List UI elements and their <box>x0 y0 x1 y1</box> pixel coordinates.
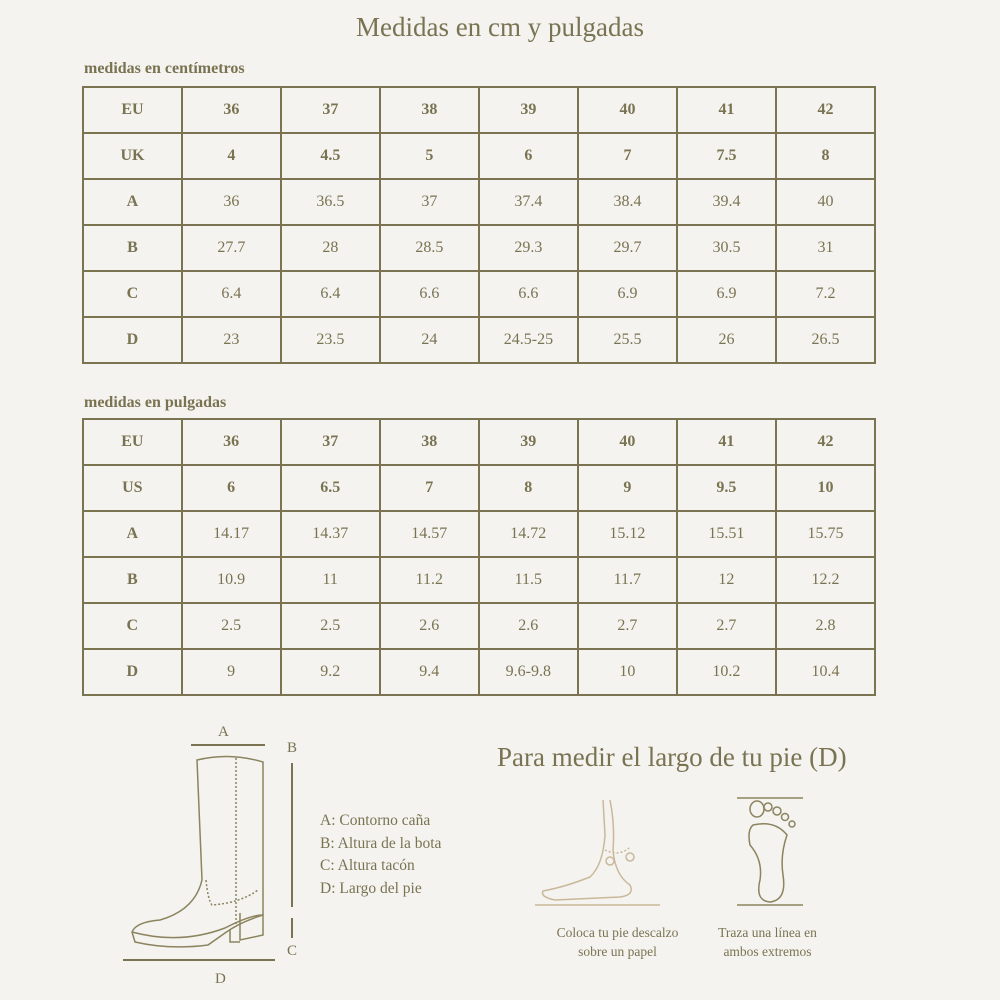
table-row <box>83 557 875 603</box>
step2-caption <box>680 923 855 961</box>
table-cell: 11.5 <box>479 557 578 603</box>
table-row <box>83 179 875 225</box>
table-cell: 6.5 <box>281 465 380 511</box>
table-cell: 15.75 <box>776 511 875 557</box>
table-cell: 6 <box>479 133 578 179</box>
table-cell: 2.5 <box>281 603 380 649</box>
cm-size-table <box>82 86 876 364</box>
table-cell: 2.7 <box>677 603 776 649</box>
table-row <box>83 317 875 363</box>
table-cell: 37 <box>380 179 479 225</box>
table-cell: 37 <box>281 419 380 465</box>
table-cell: 37 <box>281 87 380 133</box>
table-cell: 7.2 <box>776 271 875 317</box>
table-cell: 6.4 <box>182 271 281 317</box>
table-cell: 28 <box>281 225 380 271</box>
caption-line: sobre un papel <box>578 944 657 959</box>
table-cell: 26.5 <box>776 317 875 363</box>
caption-line: ambos extremos <box>723 944 812 959</box>
table-cell: 6.6 <box>380 271 479 317</box>
row-header: A <box>83 179 182 225</box>
table-cell: 42 <box>776 87 875 133</box>
row-header: EU <box>83 87 182 133</box>
table-cell: 6.9 <box>677 271 776 317</box>
row-header: A <box>83 511 182 557</box>
table-cell: 36 <box>182 87 281 133</box>
legend-item: C: Altura tacón <box>320 857 415 874</box>
table-cell: 39 <box>479 87 578 133</box>
table-cell: 40 <box>578 419 677 465</box>
legend-item: D: Largo del pie <box>320 879 422 897</box>
table-cell: 9.2 <box>281 649 380 695</box>
table-cell: 11.2 <box>380 557 479 603</box>
row-header: B <box>83 225 182 271</box>
inch-table-label: medidas en pulgadas <box>84 394 227 411</box>
table-cell: 38.4 <box>578 179 677 225</box>
table-cell: 8 <box>776 133 875 179</box>
table-row <box>83 133 875 179</box>
table-cell: 24.5-25 <box>479 317 578 363</box>
table-cell: 39.4 <box>677 179 776 225</box>
table-cell: 36.5 <box>281 179 380 225</box>
table-cell: 36 <box>182 179 281 225</box>
table-cell: 10.2 <box>677 649 776 695</box>
legend-item: B: Altura de la bota <box>320 834 442 852</box>
table-row <box>83 465 875 511</box>
row-header: UK <box>83 133 182 179</box>
table-cell: 36 <box>182 419 281 465</box>
table-cell: 9 <box>182 649 281 695</box>
table-row <box>83 225 875 271</box>
diagram-legend <box>320 810 441 900</box>
table-cell: 27.7 <box>182 225 281 271</box>
table-cell: 10 <box>578 649 677 695</box>
table-cell: 12.2 <box>776 557 875 603</box>
table-cell: 4 <box>182 133 281 179</box>
label-a: A <box>218 724 229 740</box>
table-cell: 2.6 <box>479 603 578 649</box>
table-cell: 6 <box>182 465 281 511</box>
row-header: C <box>83 603 182 649</box>
table-cell: 28.5 <box>380 225 479 271</box>
table-row <box>83 87 875 133</box>
table-row <box>83 649 875 695</box>
table-cell: 38 <box>380 87 479 133</box>
table-cell: 7 <box>380 465 479 511</box>
foot-side-icon <box>535 795 665 910</box>
table-cell: 23.5 <box>281 317 380 363</box>
table-cell: 29.3 <box>479 225 578 271</box>
table-row <box>83 511 875 557</box>
measure-title: Para medir el largo de tu pie (D) <box>497 742 847 772</box>
caption-line: Coloca tu pie descalzo <box>556 925 679 940</box>
table-cell: 14.37 <box>281 511 380 557</box>
table-row <box>83 603 875 649</box>
table-row <box>83 271 875 317</box>
row-header: EU <box>83 419 182 465</box>
foot-print-icon <box>735 795 805 910</box>
table-cell: 25.5 <box>578 317 677 363</box>
table-cell: 9.5 <box>677 465 776 511</box>
table-row <box>83 419 875 465</box>
table-cell: 10.4 <box>776 649 875 695</box>
table-cell: 15.12 <box>578 511 677 557</box>
table-cell: 24 <box>380 317 479 363</box>
table-cell: 31 <box>776 225 875 271</box>
table-cell: 6.9 <box>578 271 677 317</box>
table-cell: 14.17 <box>182 511 281 557</box>
table-cell: 9.6-9.8 <box>479 649 578 695</box>
table-cell: 40 <box>578 87 677 133</box>
table-cell: 2.8 <box>776 603 875 649</box>
table-cell: 11.7 <box>578 557 677 603</box>
label-d: D <box>215 971 226 987</box>
row-header: C <box>83 271 182 317</box>
table-cell: 10 <box>776 465 875 511</box>
table-cell: 2.7 <box>578 603 677 649</box>
label-c: C <box>287 943 298 959</box>
table-cell: 41 <box>677 87 776 133</box>
table-cell: 2.5 <box>182 603 281 649</box>
table-cell: 6.6 <box>479 271 578 317</box>
table-cell: 10.9 <box>182 557 281 603</box>
table-cell: 7.5 <box>677 133 776 179</box>
table-cell: 2.6 <box>380 603 479 649</box>
table-cell: 15.51 <box>677 511 776 557</box>
table-cell: 37.4 <box>479 179 578 225</box>
row-header: US <box>83 465 182 511</box>
table-cell: 11 <box>281 557 380 603</box>
table-cell: 41 <box>677 419 776 465</box>
table-cell: 9 <box>578 465 677 511</box>
table-cell: 14.72 <box>479 511 578 557</box>
table-cell: 6.4 <box>281 271 380 317</box>
table-cell: 29.7 <box>578 225 677 271</box>
table-cell: 5 <box>380 133 479 179</box>
caption-line: Traza una línea en <box>718 925 817 940</box>
table-cell: 40 <box>776 179 875 225</box>
table-cell: 8 <box>479 465 578 511</box>
legend-item: A: Contorno caña <box>320 812 431 829</box>
table-cell: 9.4 <box>380 649 479 695</box>
table-cell: 30.5 <box>677 225 776 271</box>
table-cell: 12 <box>677 557 776 603</box>
label-b: B <box>287 740 298 756</box>
inch-size-table <box>82 418 876 696</box>
table-cell: 38 <box>380 419 479 465</box>
row-header: D <box>83 649 182 695</box>
row-header: B <box>83 557 182 603</box>
table-cell: 26 <box>677 317 776 363</box>
table-cell: 23 <box>182 317 281 363</box>
page-title: Medidas en cm y pulgadas <box>356 12 644 42</box>
table-cell: 42 <box>776 419 875 465</box>
table-cell: 14.57 <box>380 511 479 557</box>
cm-table-label: medidas en centímetros <box>84 60 245 77</box>
table-cell: 39 <box>479 419 578 465</box>
row-header: D <box>83 317 182 363</box>
table-cell: 4.5 <box>281 133 380 179</box>
table-cell: 7 <box>578 133 677 179</box>
